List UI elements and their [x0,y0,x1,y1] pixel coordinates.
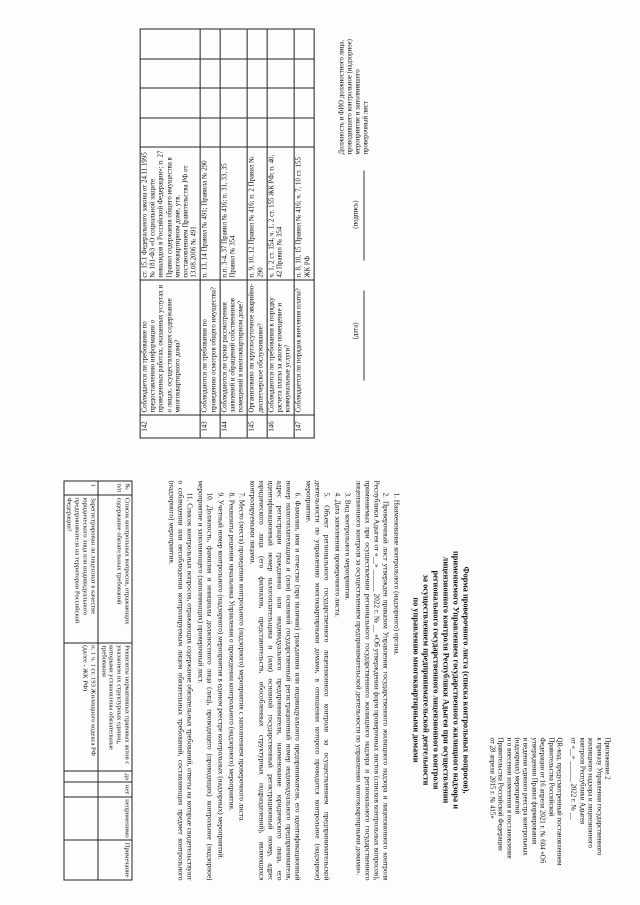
appendix-line: контроля Республики Адыгея [577,737,585,824]
document-title [410,482,470,877]
table-cell: ст. 15.1 Федерального закона от 24.11.1995 № 181-ФЗ «О социальной защите инвалидов в Российской Федерации»; п. 27 Правил содержания общего имущества в многоквартирном доме, утв. постановлением Правительства РФ от 13.08.2006 № 491 [140,147,200,280]
table-cell: п. 13, 14 Правил № 491; Правила № 290 [200,147,219,280]
appendix-block [486,737,610,887]
qr-note-line: Федерации от 16 апреля 2021 г. № 604 «Об утверждении Правил формирования [529,737,546,863]
title-line: применяемого Управлением государственного жилищного надзора и [451,550,460,809]
signature-line [363,170,364,260]
table-cell: п.п. 3-4, 37 Правил № 416; п. 31, 33, 35 Правил № 354 [219,147,247,280]
table-cell [63,840,97,880]
table-cell [140,117,200,147]
table-header-cell: Примечание [97,840,131,880]
table-cell: Зарегистрирован ли лицензиат в качестве юридического лица или индивидуального предпринимателя на территории Российской Федерации? [63,495,97,642]
title-line: лицензионного контроля Республики Адыгея при осуществлении [441,556,450,803]
table-cell: 145 [247,414,266,437]
table-cell [63,771,97,782]
table-cell [266,58,294,88]
table-cell: 144 [219,414,247,437]
title-line: по управлению многоквартирными домами [411,596,420,763]
body-paragraph: 9. Учетный номер контрольного (надзорного) мероприятия в едином реестре контрольных (надзорных) мероприятий. [215,492,225,859]
title-line: за осуществлением предпринимательской деятельности [421,574,430,785]
body-paragraph: 4. Дата заполнения проверочного листа. [332,492,342,617]
table-cell: п. 9, 10, 12 Правил № 416; п. 2 Правил № 290 [247,147,266,280]
page-form-section [0,452,640,905]
table-cell [247,117,266,147]
body-paragraph: 6. Фамилия, имя и отчество (при наличии) гражданина или индивидуального предпринимателя, его идентификационный номер налогоплательщика и (или) основной государственный регистрационный номер индивидуального предпринимателя, адрес регистрации гражданина или индивидуального предпринимателя, наименование юридического лица, его идентификационный номер налогоплательщика и (или) основной государственный регистрационный номер, адрес юридического лица (его филиалов, представительств, обособленных структурных подразделений), являющихся контролируемыми лицами. [248,480,302,880]
appendix-line: Приложение 2 [603,737,610,780]
table-header-cell: неприменимо [97,796,131,839]
table-cell [200,58,219,88]
table-header-cell: Реквизиты нормативных правовых актов с указанием их структурных единиц, которыми установлены обязательные требования [97,642,131,771]
table-row [247,29,266,438]
table-cell [247,29,266,59]
table-cell [266,88,294,118]
qr-note-line: от 28 апреля 2015 г. № 415» [487,737,495,819]
table-cell [63,796,97,839]
table-cell [200,88,219,118]
table-cell [219,58,247,88]
table-cell: Соблюдается ли порядок внесения платы? [294,280,313,415]
table-cell: 1 [63,481,97,495]
table-cell [247,58,266,88]
table-row [266,29,294,438]
table-cell [247,88,266,118]
table-header-cell: нет [97,782,131,796]
table-cell [63,782,97,796]
title-line: Форма проверочного листа (списка контрольных вопросов), [461,565,470,794]
appendix-line: от «__» ______ 2022 г. № __ [569,737,577,820]
table-row [200,29,219,438]
checklist-table [63,480,132,880]
table-cell [140,88,200,118]
table-cell: 143 [200,414,219,437]
body-paragraph: 7. Место (места) проведения контрольного (надзорного) мероприятия с заполнением проверочного листа. [237,492,247,822]
table-cell [200,117,219,147]
table-cell: п. 1 ч. 1 ст. 193 Жилищного кодекса РФ (далее - ЖК РФ) [63,642,97,771]
appendix-line: жилищного надзора и лицензионного [586,737,594,848]
body-paragraph: 3. Вид контрольного мероприятия. [343,492,353,600]
body-paragraph: 5. Объект регионального государственного лицензионного контроля за осуществлением предпринимательской деятельности по управлению многоквартирными домами, в отношении которого проводится контрольное (надзорное) мероприятие. [303,480,331,880]
signature-label: (подпись) [352,200,359,229]
table-cell: Соблюдаются ли требования к порядку расчета платы за жилое помещение и коммунальные услуги? [266,280,294,415]
table-row [140,29,200,438]
table-cell: 146 [266,414,294,437]
checklist-table-continued [139,28,314,438]
table-cell [219,88,247,118]
table-cell: п. 8, 10, 15 Правил № 416; ч. 7, 10 ст. 155 ЖК РФ [294,147,313,280]
table-cell [294,58,313,88]
signature-caption: Должность и ФИО должностного лица, проводившего контрольное (надзорное) мероприятие и заполнившего проверочный лист [338,38,369,154]
table-cell [200,29,219,59]
table-cell [140,29,200,59]
table-cell [294,117,313,147]
table-cell [219,117,247,147]
table-cell: Соблюдаются ли сроки рассмотрения заявлений и обращений собственников помещений в многоквартирном доме? [219,280,247,415]
table-cell [266,117,294,147]
body-paragraph: 11. Список контрольных вопросов, отражающих содержание обязательных требований, ответы на которые свидетельствуют о соблюдении или несоблюдении контролируемым лицом обязательных требований, составляющих предмет контрольного (надзорного) мероприятия. [167,480,194,880]
table-cell [140,58,200,88]
document-body [164,480,400,880]
table-cell: ч. 1, 2 ст. 154, ч. 1, 2 ст. 155 ЖК РФ; п. 40, 42 Правил № 354 [266,147,294,280]
body-paragraph: 1. Наименование контрольного (надзорного) органа. [392,492,401,655]
table-header-cell: да [97,771,131,782]
table-header-cell: № п/п [97,481,131,495]
page-table-section [0,0,640,452]
table-cell: 142 [140,414,200,437]
table-cell: 147 [294,414,313,437]
table-cell: Организовано ли круглосуточное аварийно-диспетчерское обслуживание? [247,280,266,415]
qr-note-line: и ведения единого реестра контрольных (надзорных) мероприятий [512,737,529,856]
body-paragraph: 8. Реквизиты решения начальника Управления о проведении контрольного (надзорного) мероприятия. [226,492,236,811]
qr-note-line: QR-код, предусмотренный постановлением Правительства Российской [546,737,562,866]
date-line [363,290,364,380]
body-paragraph: 2. Проверочный лист утвержден приказом Управления государственного жилищного надзора и лицензионного контроля Республики Адыгея от «__» ______ 2022 г. № __ «Об утверждении форм проверочных листов (списков контрольных вопросов), применяемых при осуществлении регионального государственного жилищного надзора и регионального государственного лицензионного контроля за осуществлением предпринимательской деятельности по управлению многоквартирными домами». [354,480,391,880]
body-paragraph: 10. Должность, фамилия и инициалы должностного лица (лиц), проводящего (проводящих) контрольное (надзорное) мероприятие и заполняющего (заполняющих) проверочный лист. [195,480,214,880]
qr-note-line: и о внесении изменения в постановление Правительства Российской Федерации [496,737,512,859]
table-cell: Соблюдаются ли требования по проведению осмотров общего имущества? [200,280,219,415]
table-header-cell: Список контрольных вопросов, отражающих содержание обязательных требований [97,495,131,642]
table-row [294,29,313,438]
title-line: регионального государственного лицензионного контроля [431,569,440,790]
date-label: (дата) [352,322,359,339]
table-cell [266,29,294,59]
table-cell [294,29,313,59]
table-row [219,29,247,438]
table-cell: Соблюдается ли требование по предоставлению информации о проведенных работах, оказанных услугах и о лицах, осуществляющих содержание многоквартирного дома? [140,280,200,415]
table-cell [294,88,313,118]
table-cell [219,29,247,59]
appendix-line: к приказу Управления государственного [594,737,602,855]
